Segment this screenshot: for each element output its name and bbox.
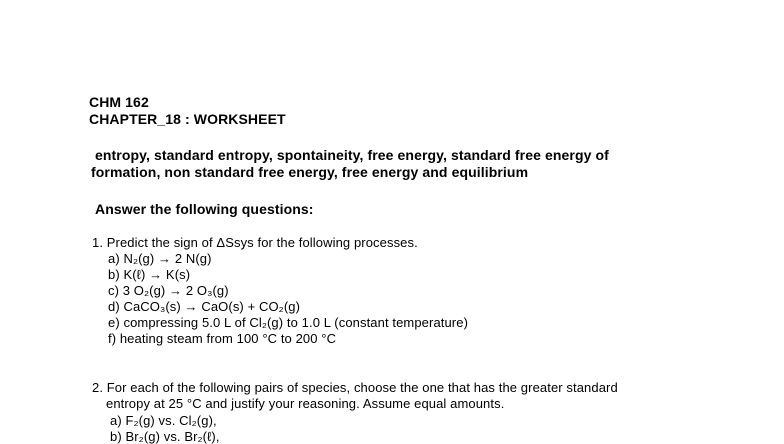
topics-line-1: entropy, standard entropy, spontaineity, free energy, standard free energy of [95,147,609,163]
question-2-item-b: b) Br₂(g) vs. Br₂(ℓ), [110,429,220,444]
question-1-item-f: f) heating steam from 100 °C to 200 °C [108,331,337,346]
question-1-item-e: e) compressing 5.0 L of Cl₂(g) to 1.0 L (constant temperature) [108,315,468,330]
question-1-item-a: a) N₂(g) → 2 N(g) [108,251,212,266]
question-2-item-a: a) F₂(g) vs. Cl₂(g), [110,413,217,428]
question-2-prompt-line-1: 2. For each of the following pairs of species, choose the one that has the greater standard [92,380,618,395]
course-code: CHM 162 [89,94,149,110]
question-1-item-b: b) K(ℓ) → K(s) [108,267,191,282]
question-1-prompt: 1. Predict the sign of ΔSsys for the following processes. [92,235,418,250]
worksheet-title: CHAPTER_18 : WORKSHEET [89,111,286,127]
question-1-item-c: c) 3 O₂(g) → 2 O₃(g) [108,283,229,298]
instructions-heading: Answer the following questions: [95,201,314,217]
question-1-item-d: d) CaCO₃(s) → CaO(s) + CO₂(g) [108,299,301,314]
question-2-prompt-line-2: entropy at 25 °C and justify your reasoning. Assume equal amounts. [106,396,505,411]
topics-line-2: formation, non standard free energy, free energy and equilibrium [91,164,529,180]
